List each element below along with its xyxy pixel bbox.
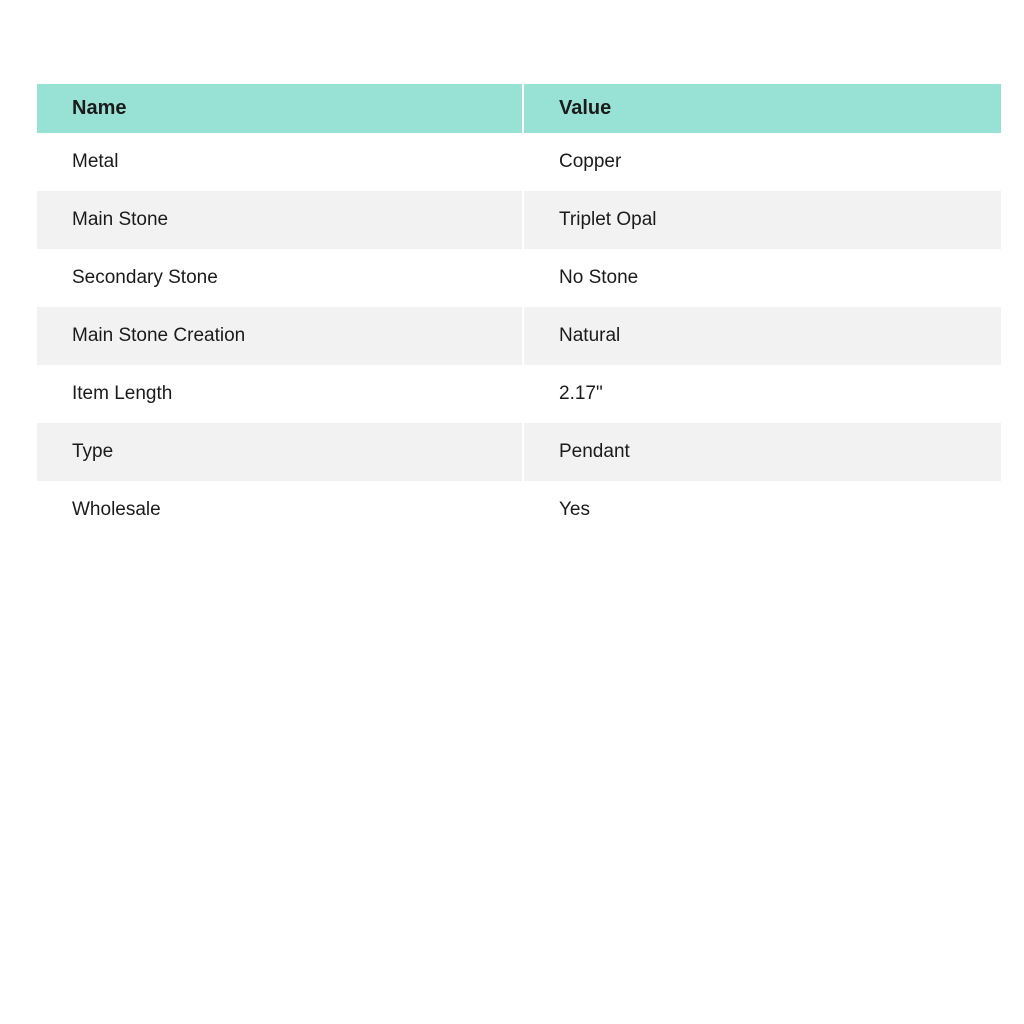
column-header-name: Name	[37, 84, 523, 133]
attribute-name: Metal	[72, 151, 119, 172]
attribute-name: Secondary Stone	[72, 267, 218, 288]
table-row	[37, 307, 1001, 365]
table-row	[37, 365, 1001, 423]
attribute-value: 2.17"	[523, 365, 1001, 423]
column-header-value: Value	[523, 84, 1001, 133]
attribute-name: Item Length	[72, 383, 173, 404]
table-header-row	[37, 84, 1001, 133]
attribute-name: Main Stone Creation	[72, 325, 246, 346]
attribute-value: Pendant	[523, 423, 1001, 481]
attribute-name: Type	[72, 441, 114, 462]
attribute-value: No Stone	[523, 249, 1001, 307]
table-row	[37, 423, 1001, 481]
attribute-value: Triplet Opal	[523, 191, 1001, 249]
attribute-value: Copper	[523, 133, 1001, 191]
spec-table	[37, 84, 1001, 539]
attribute-name: Main Stone	[72, 209, 169, 230]
table-row	[37, 249, 1001, 307]
attribute-value: Natural	[523, 307, 1001, 365]
attribute-name: Wholesale	[72, 499, 161, 520]
table-row	[37, 133, 1001, 191]
table-row	[37, 481, 1001, 539]
table-row	[37, 191, 1001, 249]
attribute-value: Yes	[523, 481, 1001, 539]
